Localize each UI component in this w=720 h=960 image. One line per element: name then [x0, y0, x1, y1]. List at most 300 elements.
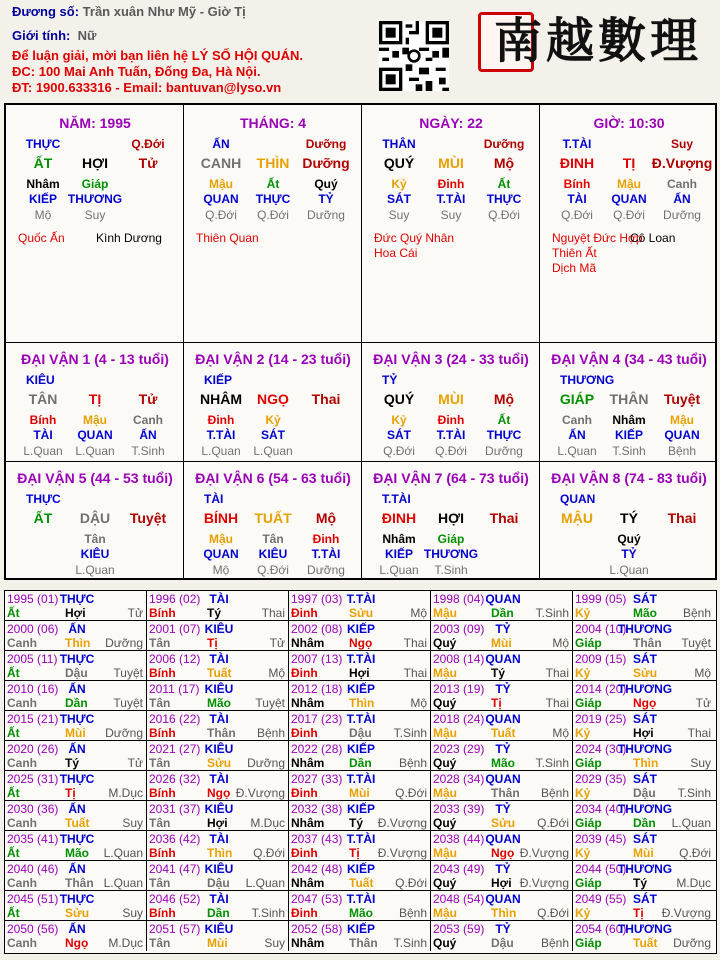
year-chi: Dậu	[207, 876, 230, 890]
year-label: 2042 (48)	[291, 862, 343, 876]
year-cell	[147, 711, 289, 741]
year-stage: M.Dục	[108, 936, 143, 950]
year-can: Ất	[7, 726, 20, 740]
year-can: Kỷ	[575, 726, 591, 740]
year-stage: Thai	[545, 696, 569, 710]
year-cell	[5, 681, 147, 711]
dai-van-cell	[6, 462, 184, 580]
year-chi: Thìn	[65, 636, 91, 650]
pillar-r1-text: T.TÀI	[562, 137, 592, 151]
dai-van-r3-text: Đinh	[207, 413, 235, 427]
year-cell	[147, 801, 289, 831]
year-cell	[431, 921, 573, 951]
dai-van-god: TỶ	[382, 373, 398, 387]
pillar-r5-text: Q.Đới	[205, 208, 237, 222]
dai-van-r2-text: TUẤT	[254, 510, 292, 526]
year-can: Nhâm	[291, 696, 325, 710]
pillar-r1-text: Q.Đới	[131, 137, 165, 151]
year-can: Nhâm	[291, 816, 325, 830]
year-can: Giáp	[575, 756, 602, 770]
year-can: Mậu	[433, 786, 457, 800]
year-stage: M.Dục	[108, 786, 143, 800]
year-chi: Sửu	[207, 756, 232, 770]
year-can: Đinh	[291, 726, 318, 740]
year-can: Quý	[433, 936, 457, 950]
year-stage: T.Sinh	[251, 906, 285, 920]
phone-email-line[interactable]: ĐT: 1900.633316 - Email: bantuvan@lyso.vn	[12, 80, 282, 95]
year-god: SÁT	[633, 772, 657, 786]
year-stage: Bệnh	[398, 906, 427, 920]
year-chi: Dần	[633, 816, 656, 830]
pillar-r1-text: THÂN	[382, 137, 416, 151]
dai-van-r2-text: HỢI	[438, 510, 464, 526]
pillar-title: GIỜ: 10:30	[593, 115, 665, 131]
dai-van-r3-text: Ất	[497, 413, 511, 427]
year-god: TÀI	[209, 892, 229, 906]
year-stage: Mộ	[552, 726, 569, 740]
pillar-r3-text: Đinh	[437, 177, 465, 191]
year-cell	[573, 591, 716, 621]
year-god: THƯƠNG	[617, 742, 673, 756]
year-god: KIÊU	[204, 682, 234, 696]
dai-van-title: ĐẠI VẬN 5 (44 - 53 tuổi)	[17, 470, 173, 486]
year-cell	[573, 621, 716, 651]
year-god: QUAN	[485, 592, 521, 606]
year-can: Nhâm	[291, 936, 325, 950]
year-label: 2035 (41)	[7, 832, 59, 846]
year-label: 2000 (06)	[7, 622, 59, 636]
year-stage: Tuyệt	[113, 696, 143, 710]
year-can: Giáp	[575, 696, 602, 710]
year-god: ẤN	[68, 862, 86, 876]
year-stage: Mộ	[410, 696, 427, 710]
year-stage: M.Dục	[676, 876, 711, 890]
year-chi: Thìn	[491, 906, 517, 920]
year-god: KIẾP	[346, 622, 376, 636]
dai-van-r4-text: SÁT	[261, 428, 285, 442]
dai-van-cell	[184, 462, 362, 580]
pillar-r4-text: TÀI	[567, 192, 587, 206]
year-cell	[573, 831, 716, 861]
year-god: TỶ	[495, 682, 511, 696]
dai-van-r5-text: L.Quan	[609, 563, 649, 577]
dai-van-god: THƯƠNG	[560, 373, 615, 387]
dai-van-title: ĐẠI VẬN 7 (64 - 73 tuổi)	[373, 470, 529, 486]
dai-van-r5-text: T.Sinh	[434, 563, 468, 577]
year-god: KIẾP	[346, 742, 376, 756]
pillar-r5-text: Dưỡng	[663, 208, 701, 222]
pillar-r4-text: T.TÀI	[436, 192, 466, 206]
year-chi: Ngọ	[349, 636, 373, 650]
pillar-r5-text: Q.Đới	[613, 208, 645, 222]
year-cell	[573, 741, 716, 771]
pillar-cell	[362, 105, 540, 343]
pillar-r5-text: Q.Đới	[488, 208, 520, 222]
year-stage: Q.Đới	[537, 816, 569, 830]
year-label: 1995 (01)	[7, 592, 59, 606]
year-chi: Hợi	[633, 726, 654, 740]
pillar-r2-text: Tử	[138, 155, 158, 171]
year-god: TỶ	[495, 742, 511, 756]
pillar-r2-text: Đ.Vượng	[651, 155, 713, 171]
pillar-r3-text: Mậu	[209, 177, 233, 191]
year-chi: Tị	[491, 696, 502, 710]
dai-van-cell	[184, 343, 362, 462]
year-chi: Tuất	[207, 666, 232, 680]
year-can: Tân	[149, 936, 171, 950]
year-can: Kỷ	[575, 906, 591, 920]
year-label: 2051 (57)	[149, 922, 201, 936]
year-god: KIÊU	[204, 622, 234, 636]
year-stage: Q.Đới	[395, 786, 427, 800]
dai-van-r3-text: Mậu	[83, 413, 107, 427]
dai-van-r5-text: Q.Đới	[383, 444, 415, 458]
dai-van-r5-text: Mộ	[212, 563, 230, 577]
year-stage: Thai	[687, 726, 711, 740]
year-label: 2048 (54)	[433, 892, 485, 906]
year-cell	[147, 741, 289, 771]
year-can: Mậu	[433, 726, 457, 740]
dai-van-r2-text: TÝ	[620, 510, 638, 526]
year-god: THƯƠNG	[617, 622, 673, 636]
pillar-r1-text: THỰC	[25, 137, 61, 151]
dai-van-r2-text: Tuyệt	[129, 510, 167, 526]
dai-van-r5-text: L.Quan	[201, 444, 241, 458]
year-god: SÁT	[633, 652, 657, 666]
pillar-r3-text: Nhâm	[26, 177, 60, 191]
year-stage: L.Quan	[103, 876, 143, 890]
year-chi: Hợi	[349, 666, 370, 680]
star-note: Thiên Ất	[552, 246, 597, 260]
star-note: Dịch Mã	[552, 261, 597, 275]
pillar-r4-text: KIẾP	[28, 192, 58, 206]
year-cell	[147, 621, 289, 651]
year-stage: Dưỡng	[673, 936, 711, 950]
year-chi: Ngọ	[633, 696, 657, 710]
year-chi: Dậu	[491, 936, 514, 950]
year-can: Bính	[149, 846, 176, 860]
year-label: 2046 (52)	[149, 892, 201, 906]
year-cell	[289, 831, 431, 861]
year-can: Nhâm	[291, 636, 325, 650]
year-god: THƯƠNG	[617, 862, 673, 876]
year-chi: Mão	[207, 696, 231, 710]
dai-van-r3-text: Canh	[133, 413, 163, 427]
pillar-r2-text: Dưỡng	[302, 155, 350, 171]
year-stage: T.Sinh	[393, 936, 427, 950]
year-can: Kỷ	[575, 786, 591, 800]
dai-van-god: THỰC	[26, 492, 61, 506]
year-stage: Thai	[403, 666, 427, 680]
year-can: Kỷ	[575, 666, 591, 680]
year-label: 1997 (03)	[291, 592, 343, 606]
pillar-r4-text: QUAN	[611, 192, 647, 206]
year-label: 2052 (58)	[291, 922, 343, 936]
dai-van-r2-text: Tuyệt	[663, 391, 701, 407]
year-cell	[573, 681, 716, 711]
year-stage: Tuyệt	[681, 636, 711, 650]
year-cell	[5, 711, 147, 741]
pillar-cell	[184, 105, 362, 343]
dai-van-r4-text: TỶ	[621, 547, 637, 561]
dai-van-r2-text: NHÂM	[200, 391, 242, 407]
year-label: 2026 (32)	[149, 772, 201, 786]
year-stage: Suy	[122, 906, 143, 920]
year-chi: Mão	[633, 606, 657, 620]
pillar-r1-text: Dưỡng	[483, 137, 525, 151]
year-can: Bính	[149, 666, 176, 680]
year-label: 2034 (40)	[575, 802, 627, 816]
year-cell	[5, 891, 147, 921]
dai-van-r2-text: Thai	[489, 510, 519, 526]
year-label: 2007 (13)	[291, 652, 343, 666]
year-label: 1999 (05)	[575, 592, 627, 606]
year-label: 2001 (07)	[149, 622, 201, 636]
year-chi: Tị	[207, 636, 218, 650]
year-label: 2002 (08)	[291, 622, 343, 636]
pillar-r3-text: Canh	[667, 177, 697, 191]
year-stage: Đ.Vượng	[519, 846, 569, 860]
year-chi: Mão	[491, 756, 515, 770]
year-god: QUAN	[485, 772, 521, 786]
year-stage: Bệnh	[540, 936, 569, 950]
pillar-r3-text: Ất	[497, 177, 511, 191]
year-can: Kỷ	[575, 846, 591, 860]
star-note: Cô Loan	[630, 231, 676, 245]
dai-van-r3-text: Quý	[617, 532, 641, 546]
dai-van-r2-text: Tử	[138, 391, 158, 407]
dai-van-r3-text: Tân	[84, 532, 106, 546]
year-stage: T.Sinh	[677, 786, 711, 800]
year-stage: Dưỡng	[105, 636, 143, 650]
year-cell	[147, 831, 289, 861]
yearly-table	[4, 590, 717, 954]
year-can: Ất	[7, 786, 20, 800]
year-label: 2006 (12)	[149, 652, 201, 666]
year-cell	[289, 711, 431, 741]
year-can: Bính	[149, 726, 176, 740]
chart-grid	[4, 103, 717, 580]
pillar-r3-text: Kỷ	[391, 177, 407, 191]
year-label: 2025 (31)	[7, 772, 59, 786]
year-can: Bính	[149, 906, 176, 920]
year-label: 2018 (24)	[433, 712, 485, 726]
year-god: T.TÀI	[346, 772, 376, 786]
year-can: Tân	[149, 876, 171, 890]
gioi-tinh-line	[12, 28, 96, 44]
year-can: Tân	[149, 636, 171, 650]
pillar-r1-text: Dưỡng	[305, 137, 347, 151]
year-chi: Dần	[207, 906, 230, 920]
year-label: 2027 (33)	[291, 772, 343, 786]
year-stage: Q.Đới	[395, 876, 427, 890]
pillar-r4-text: SÁT	[387, 192, 411, 206]
year-cell	[431, 711, 573, 741]
year-can: Quý	[433, 876, 457, 890]
year-label: 2050 (56)	[7, 922, 59, 936]
year-chi: Tý	[349, 816, 364, 830]
year-label: 2009 (15)	[575, 652, 627, 666]
qr-code-icon[interactable]	[379, 21, 449, 91]
year-stage: Q.Đới	[679, 846, 711, 860]
dai-van-r4-text: KIẾP	[614, 428, 644, 442]
year-cell	[573, 711, 716, 741]
year-stage: L.Quan	[103, 846, 143, 860]
duong-so-label: Đương số:	[12, 4, 80, 19]
dai-van-r3-text: Kỷ	[391, 413, 407, 427]
year-chi: Tý	[65, 756, 80, 770]
dai-van-r2-text: Mộ	[315, 510, 337, 526]
year-chi: Hợi	[65, 606, 86, 620]
year-chi: Sửu	[633, 666, 658, 680]
pillar-r5-text: Q.Đới	[257, 208, 289, 222]
dai-van-cell	[6, 343, 184, 462]
dai-van-r2-text: TÂN	[28, 391, 58, 407]
year-can: Canh	[7, 816, 37, 830]
year-stage: L.Quan	[671, 816, 711, 830]
dai-van-r2-text: Thai	[311, 391, 341, 407]
dai-van-r4-text: KIẾP	[384, 547, 414, 561]
pillar-r5-text: Q.Đới	[561, 208, 593, 222]
year-label: 2044 (50)	[575, 862, 627, 876]
year-cell	[289, 891, 431, 921]
year-cell	[431, 741, 573, 771]
dai-van-r4-text: T.TÀI	[436, 428, 466, 442]
year-label: 2031 (37)	[149, 802, 201, 816]
year-stage: Tuyệt	[113, 666, 143, 680]
year-cell	[573, 771, 716, 801]
year-can: Ất	[7, 666, 20, 680]
star-note: Nguyệt Đức Hợp	[552, 231, 643, 245]
year-god: T.TÀI	[346, 832, 376, 846]
dai-van-r2-text: DẬU	[79, 510, 111, 526]
year-can: Quý	[433, 756, 457, 770]
pillar-r4-text: TỶ	[318, 192, 334, 206]
year-cell	[431, 831, 573, 861]
year-stage: Đ.Vượng	[235, 786, 285, 800]
year-cell	[5, 921, 147, 951]
year-stage: Thai	[261, 606, 285, 620]
year-chi: Dậu	[633, 786, 656, 800]
year-label: 2015 (21)	[7, 712, 59, 726]
year-chi: Dậu	[65, 666, 88, 680]
dai-van-title: ĐẠI VẬN 6 (54 - 63 tuổi)	[195, 470, 351, 486]
year-chi: Tuất	[65, 816, 90, 830]
year-can: Giáp	[575, 636, 602, 650]
dai-van-r2-text: THÂN	[609, 391, 649, 407]
year-stage: Q.Đới	[253, 846, 285, 860]
year-stage: L.Quan	[245, 876, 285, 890]
dai-van-r2-text: Thai	[667, 510, 697, 526]
pillar-r3-text: Quý	[314, 177, 338, 191]
gioi-tinh-value: Nữ	[77, 28, 97, 43]
year-cell	[431, 681, 573, 711]
year-stage: Mộ	[410, 606, 427, 620]
dai-van-cell	[540, 343, 717, 462]
year-stage: Mộ	[552, 636, 569, 650]
dai-van-r2-text: ẤT	[33, 510, 53, 526]
year-stage: M.Dục	[250, 816, 285, 830]
dai-van-r2-text: TỊ	[88, 391, 102, 407]
year-label: 2036 (42)	[149, 832, 201, 846]
dai-van-r3-text: Kỷ	[265, 413, 281, 427]
year-cell	[573, 861, 716, 891]
year-label: 2005 (11)	[7, 652, 58, 666]
year-can: Quý	[433, 816, 457, 830]
year-stage: Đ.Vượng	[661, 906, 711, 920]
year-label: 2029 (35)	[575, 772, 627, 786]
year-can: Quý	[433, 696, 457, 710]
year-cell	[5, 801, 147, 831]
year-stage: Thai	[545, 666, 569, 680]
year-cell	[5, 861, 147, 891]
dai-van-god: QUAN	[560, 492, 596, 506]
year-chi: Tị	[349, 846, 360, 860]
pillar-r5-text: Dưỡng	[307, 208, 345, 222]
dai-van-r4-text: THỰC	[486, 428, 522, 442]
year-label: 2010 (16)	[7, 682, 59, 696]
year-label: 2041 (47)	[149, 862, 201, 876]
year-god: KIẾP	[346, 682, 376, 696]
year-god: KIÊU	[204, 922, 234, 936]
year-god: THƯƠNG	[617, 802, 673, 816]
year-stage: Suy	[690, 756, 711, 770]
pillar-r2-text: CANH	[200, 155, 242, 171]
pillar-cell	[540, 105, 717, 343]
year-god: SÁT	[633, 592, 657, 606]
pillar-r2-text: Mộ	[493, 155, 515, 171]
year-chi: Thìn	[633, 756, 659, 770]
year-label: 2038 (44)	[433, 832, 485, 846]
dai-van-r4-text: QUAN	[77, 428, 113, 442]
year-label: 2017 (23)	[291, 712, 343, 726]
year-label: 2004 (10)	[575, 622, 627, 636]
dai-van-r2-text: Mộ	[493, 391, 515, 407]
year-chi: Dần	[65, 696, 88, 710]
year-can: Giáp	[575, 816, 602, 830]
year-can: Canh	[7, 636, 37, 650]
dai-van-r3-text: Mậu	[209, 532, 233, 546]
contact-line: Để luận giải, mời bạn liên hệ LÝ SỐ HỘI QUÁN.	[12, 48, 303, 63]
star-note: Hoa Cái	[374, 246, 418, 260]
year-cell	[5, 621, 147, 651]
year-can: Đinh	[291, 666, 318, 680]
dai-van-r5-text: Q.Đới	[257, 563, 289, 577]
year-chi: Thân	[207, 726, 236, 740]
dai-van-r4-text: QUAN	[203, 547, 239, 561]
dai-van-r3-text: Nhâm	[382, 532, 416, 546]
year-cell	[289, 621, 431, 651]
year-chi: Ngọ	[65, 936, 89, 950]
star-note: Quốc Ấn	[18, 231, 65, 245]
year-label: 2019 (25)	[575, 712, 627, 726]
year-cell	[289, 861, 431, 891]
pillar-r1-text: Suy	[670, 137, 694, 151]
year-cell	[289, 741, 431, 771]
dai-van-r4-text: T.TÀI	[206, 428, 236, 442]
year-cell	[289, 801, 431, 831]
year-label: 2033 (39)	[433, 802, 485, 816]
dai-van-r5-text: Dưỡng	[307, 563, 345, 577]
year-god: THƯƠNG	[617, 682, 673, 696]
year-chi: Thân	[349, 936, 378, 950]
star-note: Thiên Quan	[196, 231, 259, 245]
year-cell	[431, 891, 573, 921]
year-label: 2043 (49)	[433, 862, 485, 876]
dai-van-cell	[362, 343, 540, 462]
year-god: TỶ	[495, 802, 511, 816]
pillar-r3-text: Giáp	[81, 177, 109, 191]
